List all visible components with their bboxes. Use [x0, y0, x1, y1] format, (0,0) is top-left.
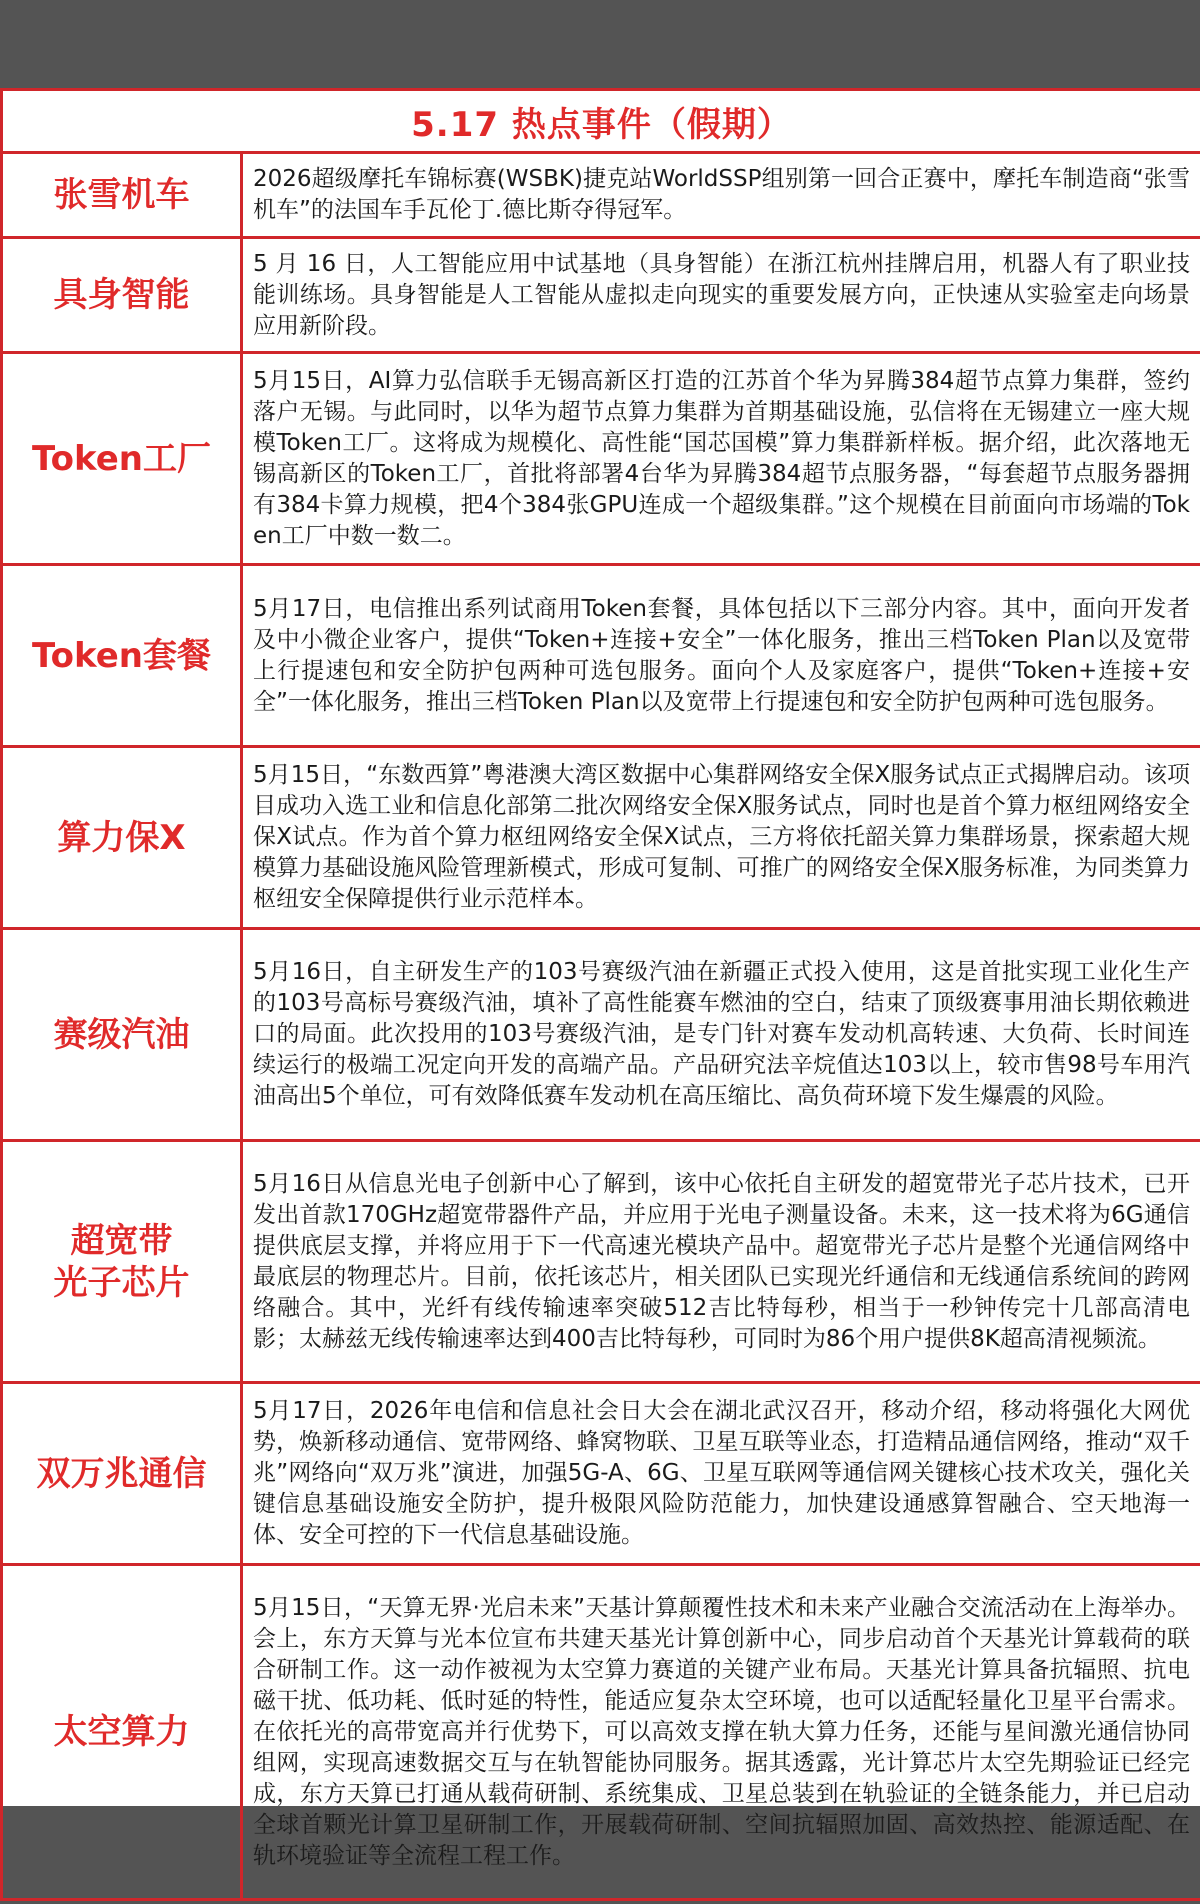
- event-label: [2, 1141, 242, 1383]
- event-label-text: 算力保X: [57, 817, 186, 858]
- table-row: [2, 353, 1200, 565]
- event-label: [2, 153, 242, 238]
- table-row: [2, 1565, 1200, 1900]
- event-description: 5月16日从信息光电子创新中心了解到，该中心依托自主研发的超宽带光子芯片技术，已开发出首款170GHz超宽带器件产品，并应用于光电子测量设备。未来，这一技术将为6G通信提供底层支撑，并将应用于下一代高速光模块产品中。超宽带光子芯片是整个光通信网络中最底层的物理芯片。目前，依托该芯片，相关团队已实现光纤通信和无线通信系统间的跨网络融合。其中，光纤有线传输速率突破512吉比特每秒，相当于一秒钟传完十几部高清电影；太赫兹无线传输速率达到400吉比特每秒，可同时为86个用户提供8K超高清视频流。: [242, 1141, 1200, 1383]
- event-label-text: 张雪机车: [53, 175, 190, 215]
- event-label: [2, 929, 242, 1141]
- event-label-text: Token套餐: [32, 635, 211, 676]
- table-row: [2, 1383, 1200, 1565]
- event-label: [2, 747, 242, 929]
- event-label: [2, 353, 242, 565]
- event-description: 5月15日，“东数西算”粤港澳大湾区数据中心集群网络安全保X服务试点正式揭牌启动。该项目成功入选工业和信息化部第二批次网络安全保X服务试点，同时也是首个算力枢纽网络安全保X试点。作为首个算力枢纽网络安全保X试点，三方将依托韶关算力集群场景，探索超大规模算力基础设施风险管理新模式，形成可复制、可推广的网络安全保X服务标准，为同类算力枢纽安全保障提供行业示范样本。: [242, 747, 1200, 929]
- hot-events-table: [0, 88, 1200, 1901]
- event-label: [2, 1383, 242, 1565]
- page-title: 5.17 热点事件（假期）: [2, 90, 1200, 153]
- event-description: 5月17日，电信推出系列试商用Token套餐，具体包括以下三部分内容。其中，面向开发者及中小微企业客户，提供“Token+连接+安全”一体化服务，推出三档Token Plan以及宽带上行提速包和安全防护包两种可选包服务。面向个人及家庭客户，提供“Token+连接+安全”一体化服务，推出三档Token Plan以及宽带上行提速包和安全防护包两种可选包服务。: [242, 565, 1200, 747]
- event-label-text: 超宽带 光子芯片: [53, 1220, 190, 1303]
- event-description: 2026超级摩托车锦标赛(WSBK)捷克站WorldSSP组别第一回合正赛中，摩托车制造商“张雪机车”的法国车手瓦伦丁.德比斯夺得冠军。: [242, 153, 1200, 238]
- table-row: [2, 929, 1200, 1141]
- table-row: [2, 153, 1200, 238]
- event-label-text: 具身智能: [53, 275, 190, 315]
- table-row: [2, 747, 1200, 929]
- event-label: [2, 565, 242, 747]
- event-label-text: 太空算力: [53, 1712, 190, 1752]
- event-label: [2, 238, 242, 353]
- table-row: [2, 238, 1200, 353]
- event-label: [2, 1565, 242, 1900]
- table-row: [2, 1141, 1200, 1383]
- table-row: [2, 565, 1200, 747]
- event-description: 5月15日，AI算力弘信联手无锡高新区打造的江苏首个华为昇腾384超节点算力集群，签约落户无锡。与此同时，以华为超节点算力集群为首期基础设施，弘信将在无锡建立一座大规模Token工厂。这将成为规模化、高性能“国芯国模”算力集群新样板。据介绍，此次落地无锡高新区的Token工厂，首批将部署4台华为昇腾384超节点服务器，“每套超节点服务器拥有384卡算力规模，把4个384张GPU连成一个超级集群。”这个规模在目前面向市场端的Token工厂中数一数二。: [242, 353, 1200, 565]
- event-description: 5月15日，“天算无界·光启未来”天基计算颠覆性技术和未来产业融合交流活动在上海举办。会上，东方天算与光本位宣布共建天基光计算创新中心，同步启动首个天基光计算载荷的联合研制工作。这一动作被视为太空算力赛道的关键产业布局。天基光计算具备抗辐照、抗电磁干扰、低功耗、低时延的特性，能适应复杂太空环境，也可以适配轻量化卫星平台需求。在依托光的高带宽高并行优势下，可以高效支撑在轨大算力任务，还能与星间激光通信协同组网，实现高速数据交互与在轨智能协同服务。据其透露，光计算芯片太空先期验证已经完成，东方天算已打通从载荷研制、系统集成、卫星总装到在轨验证的全链条能力，并已启动全球首颗光计算卫星研制工作，开展载荷研制、空间抗辐照加固、高效热控、能源适配、在轨环境验证等全流程工程工作。: [242, 1565, 1200, 1900]
- event-label-text: 双万兆通信: [36, 1453, 207, 1494]
- hot-events-sheet: [0, 88, 1200, 1869]
- event-description: 5月16日，自主研发生产的103号赛级汽油在新疆正式投入使用，这是首批实现工业化生产的103号高标号赛级汽油，填补了高性能赛车燃油的空白，结束了顶级赛事用油长期依赖进口的局面。此次投用的103号赛级汽油，是专门针对赛车发动机高转速、大负荷、长时间连续运行的极端工况定向开发的高端产品。产品研究法辛烷值达103以上，较市售98号车用汽油高出5个单位，可有效降低赛车发动机在高压缩比、高负荷环境下发生爆震的风险。: [242, 929, 1200, 1141]
- event-label-text: Token工厂: [32, 438, 211, 479]
- event-description: 5月17日，2026年电信和信息社会日大会在湖北武汉召开，移动介绍，移动将强化大网优势，焕新移动通信、宽带网络、蜂窝物联、卫星互联等业态，打造精品通信网络，推动“双千兆”网络向“双万兆”演进，加强5G-A、6G、卫星互联网等通信网关键核心技术攻关，强化关键信息基础设施安全防护，提升极限风险防范能力，加快建设通感算智融合、空天地海一体、安全可控的下一代信息基础设施。: [242, 1383, 1200, 1565]
- event-label-text: 赛级汽油: [53, 1014, 190, 1055]
- event-description: 5 月 16 日，人工智能应用中试基地（具身智能）在浙江杭州挂牌启用，机器人有了职业技能训练场。具身智能是人工智能从虚拟走向现实的重要发展方向，正快速从实验室走向场景应用新阶段。: [242, 238, 1200, 353]
